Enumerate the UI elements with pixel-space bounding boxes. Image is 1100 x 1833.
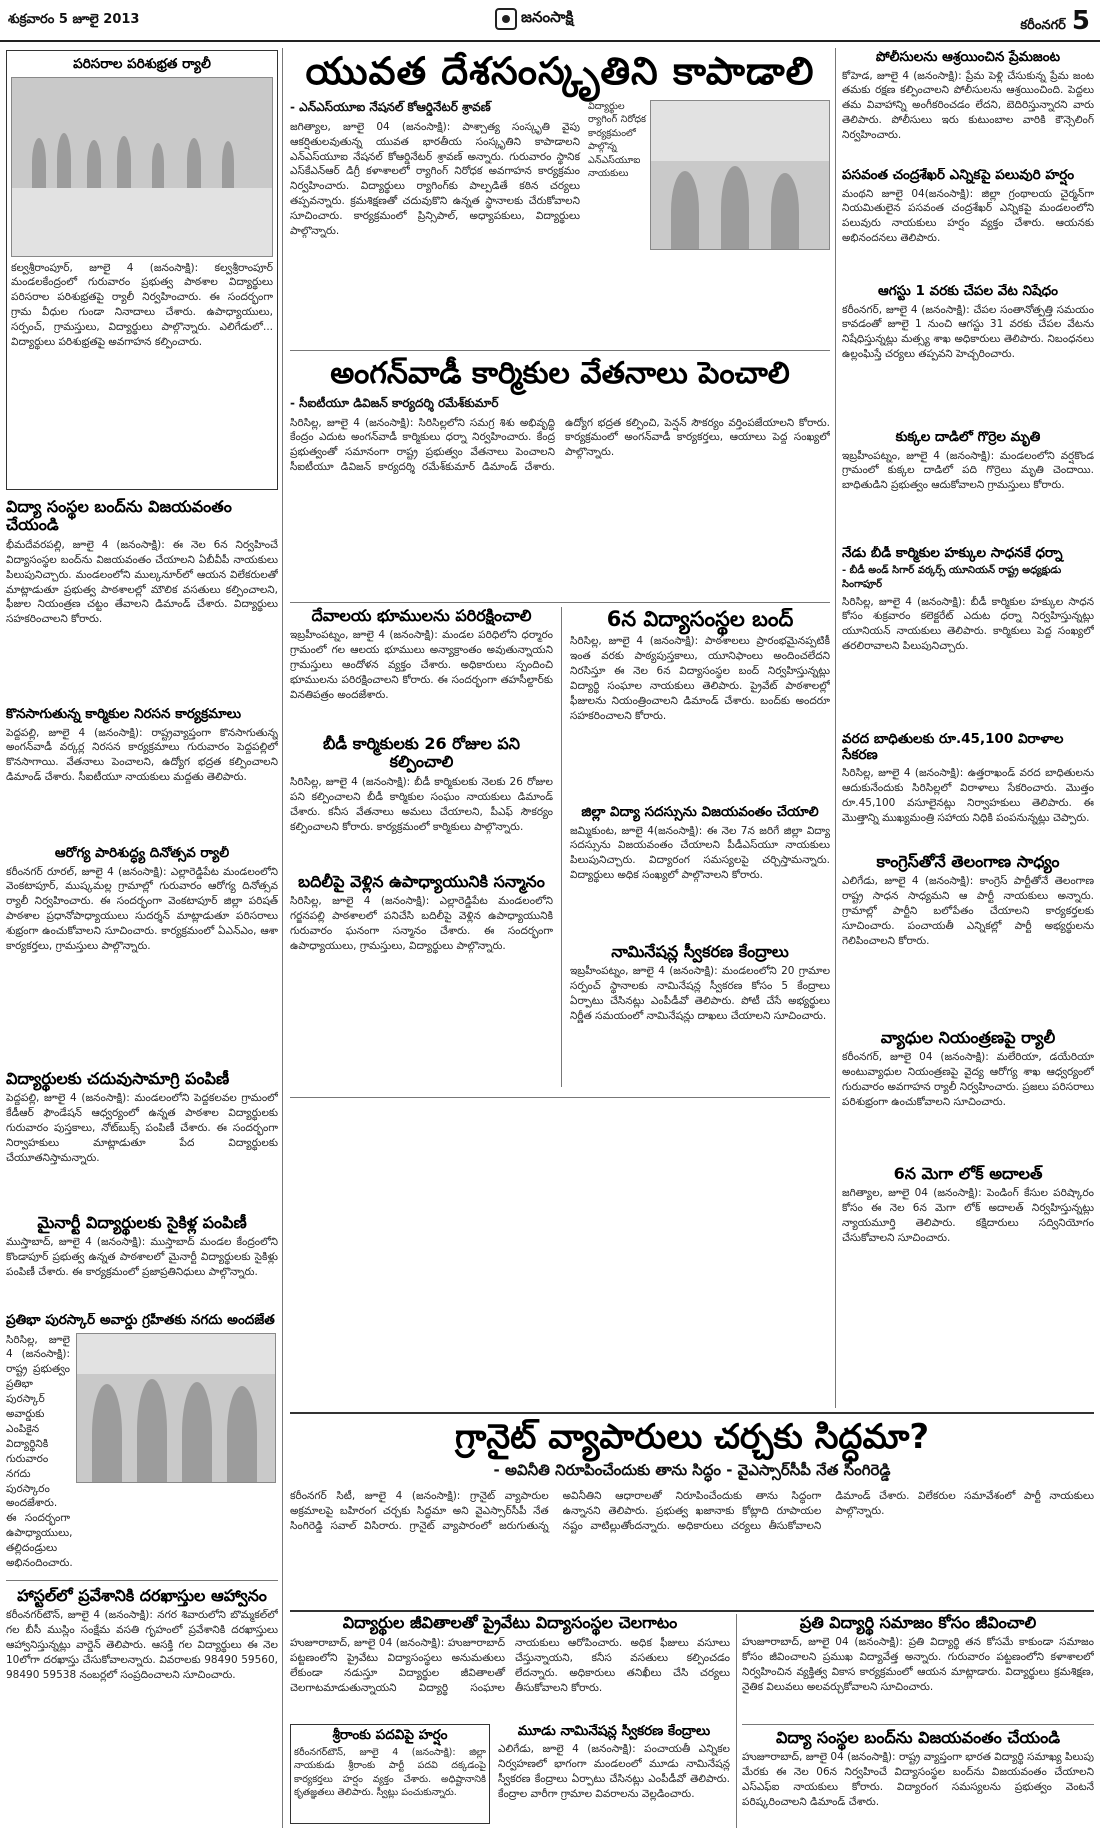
article-anganwadi (290, 357, 830, 602)
event-photo (650, 100, 830, 250)
headline: ప్రతిభా పురస్కార్ అవార్డు గ్రహీతకు నగదు అందజేత (6, 1313, 275, 1328)
article-body: కల్వశ్రీరాంపూర్, జూలై 4 (జనంసాక్షి): కల్వశ్రీరాంపూర్ మండలకేంద్రంలో గురువారం ప్రభుత్వ పాఠశాల విద్యార్థులు పరిసరాల పరిశుభ్రతపై ర్యాలీ నిర్వహించారు. ఈ సందర్భంగా గ్రామ వీధుల గుండా నినాదాలు చేశారు. ఉపాధ్యాయులు, సర్పంచ్, గ్రామస్తులు, విద్యార్థులు పాల్గొన్నారు. ఎలిగేడులో... విద్యార్థులు పరిశుభ్రతపై అవగాహన కల్పించారు. (11, 261, 273, 349)
headline: ఆగస్టు 1 వరకు చేపల వేట నిషేధం (878, 284, 1058, 299)
headline: కుక్కల దాడిలో గొర్రెల మృతి (895, 430, 1041, 445)
paper-title: జనంసాక్షి (521, 8, 574, 26)
edition-place: కరీంనగర్ (1020, 18, 1066, 33)
article-body: ఎలిగేడు, జూలై 4 (జనంసాక్షి): కాంగ్రెస్ పార్టీతోనే తెలంగాణ రాష్ట్ర సాధన సాధ్యమని ఆ పార్టీ నాయకులు అన్నారు. గ్రామాల్లో పార్టీని బలోపేతం చేయాలని కార్యకర్తలకు సూచించారు. పంచాయతీ ఎన్నికల్లో పార్టీ అభ్యర్థులను గెలిపించాలని కోరారు. (842, 875, 1094, 948)
article-body: జమ్మికుంట, జూలై 4(జనంసాక్షి): ఈ నెల 7న జరిగే జిల్లా విద్యా సదస్సును విజయవంతం చేయాలని పీడీఎస్‌యూ నాయకులు పిలుపునిచ్చారు. విద్యారంగ సమస్యలపై చర్చిస్తామన్నారు. విద్యార్థులు అధిక సంఖ్యలో పాల్గొనాలని కోరారు. (570, 824, 830, 882)
article-election-cheer (842, 168, 1094, 278)
lead-headline: యువత దేశసంస్కృతిని కాపాడాలి (305, 50, 815, 93)
article-body: సిరిసిల్ల, జూలై 4 (జనంసాక్షి): పాఠశాలలు ప్రారంభమైనప్పటికీ ఇంత వరకు పాఠ్యపుస్తకాలు, యూనిఫాంలు అందించలేదని నిరసిస్తూ ఈ నెల 6న విద్యాసంస్థల బంద్ నిర్వహిస్తున్నట్లు విద్యార్థి సంఘాల నాయకులు తెలిపారు. ప్రైవేట్ పాఠశాలల్లో ఫీజులను నియంత్రించాలని డిమాండ్ చేశారు. బంద్‌కు అందరూ సహకరించాలని కోరారు. (570, 635, 830, 722)
article-congress-telangana (842, 853, 1094, 1023)
article-cycles (6, 1214, 278, 1309)
article-body: జగిత్యాల, జూలై 04 (జనంసాక్షి): పెండింగ్ కేసుల పరిష్కారం కోసం ఈ నెల 6న మెగా లోక్ అదాలత్ నిర్వహిస్తున్నట్లు న్యాయమూర్తి తెలిపారు. కక్షిదారులు సద్వినియోగం చేసుకోవాలని సూచించారు. (842, 1187, 1094, 1245)
article-workers-protest (6, 707, 278, 842)
left-column (6, 50, 278, 1828)
deck: - బీడీ అండ్ సిగార్ వర్కర్స్ యూనియన్ రాష్ట్ర అధ్యక్షుడు సింగాపూర్ (842, 564, 1062, 590)
article-body: కరీంనగర్ సిటీ, జూలై 4 (జనంసాక్షి): గ్రానైట్ వ్యాపారుల అక్రమాలపై బహిరంగ చర్చకు సిద్ధమా అని వైఎస్సార్‌సీపీ నేత సింగిరెడ్డి సవాల్ విసిరారు. గ్రానైట్ వ్యాపారంలో జరుగుతున్న అవినీతిని ఆధారాలతో నిరూపించేందుకు తాను సిద్ధంగా ఉన్నానని తెలిపారు. ప్రభుత్వ ఖజానాకు కోట్లాది రూపాయల నష్టం వాటిల్లుతోందన్నారు. అధికారులు చర్యలు తీసుకోవాలని డిమాండ్ చేశారు. విలేకరుల సమావేశంలో పార్టీ నాయకులు పాల్గొన్నారు. (290, 1490, 1094, 1532)
article-private-schools (290, 1614, 730, 1828)
column-rule (282, 48, 283, 1828)
article-body: హుజూరాబాద్, జూలై 04 (జనంసాక్షి): రాష్ట్ర వ్యాప్తంగా భారత విద్యార్థి సమాఖ్య పిలుపు మేరకు ఈ నెల 06న నిర్వహించే విద్యాసంస్థల బంద్‌ను విజయవంతం చేయాలని ఎస్ఎఫ్ఐ నాయకులు కోరారు. విద్యారంగ సమస్యలను ప్రభుత్వం వెంటనే పరిష్కరించాలని డిమాండ్ చేశారు. (742, 1751, 1094, 1809)
article-health-rally (6, 846, 278, 1066)
article-hostel (6, 1587, 278, 1787)
article-bandh-call (6, 498, 278, 703)
article-body: కరీంనగర్‌టౌన్, జూలై 4 (జనంసాక్షి): నగర శివారులోని బొమ్మకల్‌లో గల బీసీ ముస్లిం సంక్షేమ వసతి గృహంలో ప్రవేశానికి దరఖాస్తులు ఆహ్వానిస్తున్నట్లు వార్డెన్ తెలిపారు. ఆసక్తి గల విద్యార్థులు ఈ నెల 10లోగా దరఖాస్తు చేసుకోవాలన్నారు. వివరాలకు 98490 59560, 98490 59538 నంబర్లలో సంప్రదించాలని సూచించారు. (6, 1609, 278, 1682)
article-body: సిరిసిల్ల, జూలై 4 (జనంసాక్షి): రాష్ట్ర ప్రభుత్వం ప్రతిభా పురస్కార్ అవార్డుకు ఎంపికైన విద్యార్థినికి గురువారం నగదు పురస్కారం అందజేశారు. ఈ సందర్భంగా ఉపాధ్యాయులు, తల్లిదండ్రులు అభినందించారు. (6, 1333, 73, 1570)
right-bottom-column (742, 1614, 1094, 1828)
article-three-centres (498, 1724, 730, 1824)
headline: ఆరోగ్య పారిశుద్ధ్య దినోత్సవ ర్యాలీ (54, 846, 230, 861)
headline: పసవంత చంద్రశేఖర్ ఎన్నికపై పలువురి హర్షం (842, 168, 1075, 183)
headline: 6న మెగా లోక్ అదాలత్ (893, 1165, 1043, 1183)
paper-name (495, 8, 573, 30)
article-youth-culture (290, 50, 830, 350)
deck: - సీఐటీయూ డివిజన్ కార్యదర్శి రమేశ్‌కుమార్ (290, 395, 499, 410)
article-body: మంథని జూలై 04(జనంసాక్షి): జిల్లా గ్రంథాలయ చైర్మన్‌గా నియమితులైన పసవంత చంద్రశేఖర్ ఎన్నికపై మండలంలోని పలువురు నాయకులు హర్షం వ్యక్తం చేశారు. ఆయనకు అభినందనలు తెలిపారు. (842, 187, 1094, 245)
headline: 6న విద్యాసంస్థల బంద్ (606, 607, 794, 631)
article-body: సిరిసిల్ల, జూలై 4 (జనంసాక్షి): బీడీ కార్మికుల హక్కుల సాధన కోసం శుక్రవారం కలెక్టరేట్ ఎదుట ధర్నా నిర్వహిస్తున్నట్లు యూనియన్ నాయకులు తెలిపారు. కార్మికులు పెద్ద సంఖ్యలో తరలిరావాలని పిలుపునిచ్చారు. (842, 595, 1094, 653)
article-teacher-felicitation (290, 873, 553, 1043)
award-photo (76, 1333, 276, 1483)
rally-photo (11, 77, 273, 257)
article-body: పెద్దపల్లి, జూలై 4 (జనంసాక్షి): రాష్ట్రవ్యాప్తంగా కొనసాగుతున్న అంగన్‌వాడీ వర్కర్ల నిరసన కార్యక్రమాలు గురువారం పెద్దపల్లిలో కొనసాగాయి. వేతనాలు పెంచాలని, ఉద్యోగ భద్రత కల్పించాలని డిమాండ్ చేశారు. సీఐటీయూ నాయకులు మద్దతు తెలిపారు. (6, 726, 278, 784)
article-sriram (290, 1724, 490, 1824)
paper-logo-icon (495, 8, 517, 30)
article-body: హుజూరాబాద్, జూలై 04 (జనంసాక్షి): హుజూరాబాద్ పట్టణంలోని ప్రైవేటు విద్యాసంస్థలు అనుమతులు లేకుండా నడుస్తూ విద్యార్థుల జీవితాలతో చెలగాటమాడుతున్నాయని విద్యార్థి సంఘాల నాయకులు ఆరోపించారు. అధిక ఫీజులు వసూలు చేస్తున్నాయని, కనీస వసతులు కల్పించడం లేదన్నారు. అధికారులు తనిఖీలు చేసి చర్యలు తీసుకోవాలని కోరారు. (290, 1637, 730, 1695)
article-flood-relief (842, 732, 1094, 847)
article-body: కరీంనగర్, జూలై 4 (జనంసాక్షి): చేపల సంతానోత్పత్తి సమయం కావడంతో జూలై 1 నుంచి ఆగస్టు 31 వరకు చేపల వేటను నిషేధిస్తున్నట్లు మత్స్య శాఖ అధికారులు తెలిపారు. నిబంధనలు ఉల్లంఘిస్తే చర్యలు తప్పవని హెచ్చరించారు. (842, 303, 1094, 361)
headline: బీడీ కార్మికులకు 26 రోజుల పని కల్పించాలి (322, 735, 521, 772)
photo-caption: విద్యార్థుల ర్యాగింగ్ నిరోధక కార్యక్రమంలో పాల్గొన్న ఎన్ఎస్‌యూఐ నాయకులు (588, 100, 646, 180)
article-beedi-dharna (842, 546, 1094, 726)
article-body: సిరిసిల్ల, జూలై 4 (జనంసాక్షి): సిరిసిల్లలోని సమగ్ర శిశు అభివృద్ధి కేంద్రం ఎదుట అంగన్‌వాడీ కార్మికులు ధర్నా నిర్వహించారు. కేంద్ర ప్రభుత్వంతో సమానంగా రాష్ట్ర ప్రభుత్వం వేతనాలు పెంచాలని సీఐటీయూ డివిజన్ కార్యదర్శి రమేశ్‌కుమార్ డిమాండ్ చేశారు. ఉద్యోగ భద్రత కల్పించి, పెన్షన్ సౌకర్యం వర్తింపజేయాలని కోరారు. కార్యక్రమంలో అంగన్‌వాడీ కార్యకర్తలు, ఆయాలు పెద్ద సంఖ్యలో పాల్గొన్నారు. (290, 416, 830, 474)
headline: గ్రానైట్ వ్యాపారులు చర్చకు సిద్ధమా? (454, 1418, 930, 1457)
article-body: హుజూరాబాద్, జూలై 04 (జనంసాక్షి): ప్రతి విద్యార్థి తన కోసమే కాకుండా సమాజం కోసం జీవించాలని ప్రముఖ విద్యావేత్త అన్నారు. గురువారం పట్టణంలోని కళాశాలలో నిర్వహించిన వ్యక్తిత్వ వికాస కార్యక్రమంలో ఆయన మాట్లాడారు. విద్యార్థులు క్రమశిక్షణ, నైతిక విలువలు అలవర్చుకోవాలని సూచించారు. (742, 1636, 1094, 1694)
headline: విద్యా సంస్థల బంద్‌ను విజయవంతం చేయండి (6, 498, 232, 535)
article-body: సిరిసిల్ల, జూలై 4 (జనంసాక్షి): ఎల్లారెడ్డిపేట మండలంలోని గర్జనపల్లి పాఠశాలలో పనిచేసి బదిలీపై వెళ్లిన ఉపాధ్యాయునికి గురువారం ఘనంగా సన్మానం చేశారు. ఈ సందర్భంగా ఉపాధ్యాయులు, గ్రామస్తులు, విద్యార్థులు పాల్గొన్నారు. (290, 895, 553, 953)
article-body: కరీంనగర్ రూరల్, జూలై 4 (జనంసాక్షి): ఎల్లారెడ్డిపేట మండలంలోని వెంకటాపూర్, ముష్కమల్ల గ్రామాల్లో గురువారం ఆరోగ్య దినోత్సవ ర్యాలీ నిర్వహించారు. ఈ సందర్భంగా వెంకటాపూర్ జిల్లా పరిషత్ పాఠశాల ప్రధానోపాధ్యాయులు సుదర్శన్ మాట్లాడుతూ పరిసరాలు శుభ్రంగా ఉంచుకోవాలని సూచించారు. కార్యక్రమంలో ఏఎన్ఎం, ఆశా కార్యకర్తలు, గ్రామస్తులు పాల్గొన్నారు. (6, 865, 278, 953)
page-info (1020, 6, 1090, 36)
headline: పరిసరాల పరిశుభ్రత ర్యాలీ (73, 56, 211, 72)
page-number: 5 (1071, 6, 1090, 36)
article-body: జగిత్యాల, జూలై 04 (జనంసాక్షి): పాశ్చాత్య సంస్కృతి వైపు ఆకర్షితులవుతున్న యువత భారతీయ సంస్కృతిని కాపాడాలని ఎన్ఎస్‌యూఐ నేషనల్ కోఆర్డినేటర్ శ్రావణ్ అన్నారు. గురువారం స్థానిక ఎస్‌కేఎన్‌ఆర్ డిగ్రీ కళాశాలలో ర్యాగింగ్ నిరోధక అవగాహన కార్యక్రమం నిర్వహించారు. విద్యార్థులు ర్యాగింగ్‌కు పాల్పడితే కఠిన చర్యలు తప్పవన్నారు. క్రమశిక్షణతో చదువుకొని ఉన్నత స్థానాలకు చేరుకోవాలని సూచించారు. కార్యక్రమంలో ప్రిన్సిపాల్, అధ్యాపకులు, విద్యార్థులు పాల్గొన్నారు. (290, 120, 580, 238)
article-body: సిరిసిల్ల, జూలై 4 (జనంసాక్షి): ఉత్తరాఖండ్ వరద బాధితులను ఆదుకునేందుకు సిరిసిల్లలో విరాళాలు సేకరించారు. మొత్తం రూ.45,100 వసూలైనట్లు నిర్వాహకులు తెలిపారు. ఈ మొత్తాన్ని ముఖ్యమంత్రి సహాయ నిధికి పంపనున్నట్లు చెప్పారు. (842, 767, 1094, 824)
article-body: ఇబ్రహీంపట్నం, జూలై 4 (జనంసాక్షి): మండల పరిధిలోని ధర్మారం గ్రామంలో గల ఆలయ భూములు అన్యాక్రాంతం అవుతున్నాయని గ్రామస్తులు ఆందోళన వ్యక్తం చేశారు. అధికారులు స్పందించి భూములను పరిరక్షించాలని కోరారు. ఈ సందర్భంగా తహసీల్దార్‌కు వినతిపత్రం అందజేశారు. (290, 629, 553, 702)
article-body: కరీంనగర్‌టౌన్, జూలై 4 (జనంసాక్షి): జిల్లా నాయకుడు శ్రీరాంకు పార్టీ పదవి దక్కడంపై కార్యకర్తలు హర్షం వ్యక్తం చేశారు. అధిష్టానానికి కృతజ్ఞతలు తెలిపారు. స్వీట్లు పంచుకున్నారు. (294, 1746, 486, 1799)
column-rule (835, 48, 836, 1408)
article-bandh-6th (570, 607, 830, 797)
headline: కాంగ్రెస్‌తోనే తెలంగాణ సాధ్యం (876, 853, 1060, 871)
article-body: కరీంనగర్, జూలై 04 (జనంసాక్షి): మలేరియా, డయేరియా అంటువ్యాధుల నియంత్రణపై వైద్య ఆరోగ్య శాఖ ఆధ్వర్యంలో గురువారం అవగాహన ర్యాలీ నిర్వహించారు. ప్రజలు పరిసరాలు పరిశుభ్రంగా ఉంచుకోవాలని సూచించారు. (842, 1051, 1094, 1109)
article-body: భీమదేవరపల్లి, జూలై 4 (జనంసాక్షి): ఈ నెల 6న నిర్వహించే విద్యాసంస్థల బంద్‌ను విజయవంతం చేయాలని ఏబీవీపీ నాయకులు పిలుపునిచ్చారు. మండలంలోని ముల్కనూర్‌లో ఆయన విలేకరులతో మాట్లాడుతూ ప్రభుత్వ పాఠశాలల్లో మౌలిక వసతులు కల్పించాలని, ఫీజుల నియంత్రణ చట్టం తేవాలని డిమాండ్ చేశారు. విద్యార్థులు సహకరించాలని కోరారు. (6, 538, 278, 626)
headline: శ్రీరాంకు పదవిపై హర్షం (332, 1727, 448, 1744)
issue-date: శుక్రవారం 5 జూలై 2013 (8, 12, 140, 27)
headline: వరద బాధితులకు రూ.45,100 విరాళాల సేకరణ (842, 732, 1064, 763)
article-sanitation-rally (6, 50, 278, 490)
headline: విద్యార్థులకు చదువుసామాగ్రి పంపిణీ (6, 1070, 230, 1088)
right-column (842, 50, 1094, 1410)
article-bandh-sfi (742, 1729, 1094, 1827)
headline: విద్యార్థుల జీవితాలతో ప్రైవేటు విద్యాసంస్థల చెలగాటం (342, 1614, 678, 1632)
article-education-seminar (570, 805, 830, 935)
headline: బదిలీపై వెళ్లిన ఉపాధ్యాయునికి సన్మానం (298, 873, 545, 891)
article-granite (290, 1418, 1094, 1608)
headline: కొనసాగుతున్న కార్మికుల నిరసన కార్యక్రమాలు (6, 707, 242, 722)
headline: ప్రతి విద్యార్థి సమాజం కోసం జీవించాలి (799, 1614, 1037, 1632)
headline: మైనార్టీ విద్యార్థులకు సైకిళ్ల పంపిణీ (37, 1214, 247, 1232)
article-dog-attack (842, 430, 1094, 540)
article-body: ఇబ్రహీంపట్నం, జూలై 4 (జనంసాక్షి): మండలంలోని 20 గ్రామాల సర్పంచ్ స్థానాలకు నామినేషన్ల స్వీకరణ కోసం 5 కేంద్రాలు ఏర్పాటు చేసినట్లు ఎంపీడీవో తెలిపారు. పోటీ చేసే అభ్యర్థులు నిర్ణీత సమయంలో నామినేషన్లు దాఖలు చేయాలని సూచించారు. (570, 965, 830, 1023)
article-body: ముస్తాబాద్, జూలై 4 (జనంసాక్షి): ముస్తాబాద్ మండల కేంద్రంలోని కొండాపూర్ ప్రభుత్వ ఉన్నత పాఠశాలలో మైనార్టీ విద్యార్థులకు సైకిళ్లు పంపిణీ చేశారు. ఈ కార్యక్రమంలో ప్రజాప్రతినిధులు పాల్గొన్నారు. (6, 1236, 278, 1279)
deck: - ఎన్ఎస్‌యూఐ నేషనల్ కోఆర్డినేటర్ శ్రావణ్ (290, 99, 491, 114)
headline: అంగన్‌వాడీ కార్మికుల వేతనాలు పెంచాలి (330, 356, 790, 391)
article-body: ఇబ్రహీంపట్నం, జూలై 4 (జనంసాక్షి): మండలంలోని వర్షకొండ గ్రామంలో కుక్కల దాడిలో పది గొర్రెలు మృతి చెందాయి. బాధితుడిని ప్రభుత్వం ఆదుకోవాలని గ్రామస్తులు కోరారు. (842, 449, 1094, 492)
headline: హాస్టల్‌లో ప్రవేశానికి దరఖాస్తుల ఆహ్వానం (17, 1587, 267, 1605)
headline: పోలీసులను ఆశ్రయించిన ప్రేమజంట (875, 50, 1061, 65)
article-fishing-ban (842, 284, 1094, 424)
article-temple-lands (290, 607, 553, 727)
article-body: సిరిసిల్ల, జూలై 4 (జనంసాక్షి): బీడీ కార్మికులకు నెలకు 26 రోజుల పని కల్పించాలని బీడీ కార్మికుల సంఘం నాయకులు డిమాండ్ చేశారు. కనీస వేతనాలు అమలు చేయాలని, పీఎఫ్ సౌకర్యం కల్పించాలని కోరారు. కార్యక్రమంలో కార్మికులు పాల్గొన్నారు. (290, 775, 553, 833)
article-beedi-26 (290, 735, 553, 865)
headline: దేవాలయ భూములను పరిరక్షించాలి (311, 607, 532, 625)
article-lok-adalat (842, 1165, 1094, 1285)
headline: నామినేషన్ల స్వీకరణ కేంద్రాలు (611, 943, 789, 961)
article-stationery (6, 1070, 278, 1210)
headline: జిల్లా విద్యా సదస్సును విజయవంతం చేయాలి (581, 805, 819, 820)
article-award (6, 1313, 278, 1578)
headline: నేడు బీడీ కార్మికుల హక్కుల సాధనకే ధర్నా (842, 546, 1063, 561)
article-student-society (742, 1614, 1094, 1724)
article-body: కోహెడ, జూలై 4 (జనంసాక్షి): ప్రేమ పెళ్లి చేసుకున్న ప్రేమ జంట తమకు రక్షణ కల్పించాలని పోలీసులను ఆశ్రయించింది. పెద్దలు తమ వివాహాన్ని అంగీకరించడం లేదని, బెదిరిస్తున్నారని వారు తెలిపారు. పోలీసులు ఇరు కుటుంబాల వారికి కౌన్సెలింగ్ నిర్వహించారు. (842, 69, 1094, 142)
article-body: ఎలిగేడు, జూలై 4 (జనంసాక్షి): పంచాయతీ ఎన్నికల నిర్వహణలో భాగంగా మండలంలో మూడు నామినేషన్ల స్వీకరణ కేంద్రాలు ఏర్పాటు చేసినట్లు ఎంపీడీవో తెలిపారు. కేంద్రాల వారీగా గ్రామాల వివరాలను వెల్లడించారు. (498, 1742, 730, 1800)
headline: విద్యా సంస్థల బంద్‌ను విజయవంతం చేయండి (775, 1729, 1061, 1747)
article-body: పెద్దపల్లి, జూలై 4 (జనంసాక్షి): మండలంలోని పెద్దకలవల గ్రామంలో కేడీఆర్ ఫౌండేషన్ ఆధ్వర్యంలో ఉన్నత పాఠశాల విద్యార్థులకు గురువారం పుస్తకాలు, నోట్‌బుక్స్ పంపిణీ చేశారు. ఈ సందర్భంగా నిర్వాహకులు మాట్లాడుతూ పేద విద్యార్థులకు చేయూతనిస్తామన్నారు. (6, 1092, 278, 1165)
headline: వ్యాధుల నియంత్రణపై ర్యాలీ (880, 1029, 1056, 1047)
headline: మూడు నామినేషన్ల స్వీకరణ కేంద్రాలు (517, 1724, 711, 1740)
masthead (0, 0, 1100, 42)
article-nomination-centres (570, 943, 830, 1083)
article-disease-rally (842, 1029, 1094, 1159)
article-love-couple (842, 50, 1094, 162)
center-column (290, 50, 830, 1410)
deck: - అవినీతి నిరూపించేందుకు తాను సిద్ధం - వైఎస్సార్‌సీపీ నేత సింగిరెడ్డి (493, 1461, 891, 1480)
